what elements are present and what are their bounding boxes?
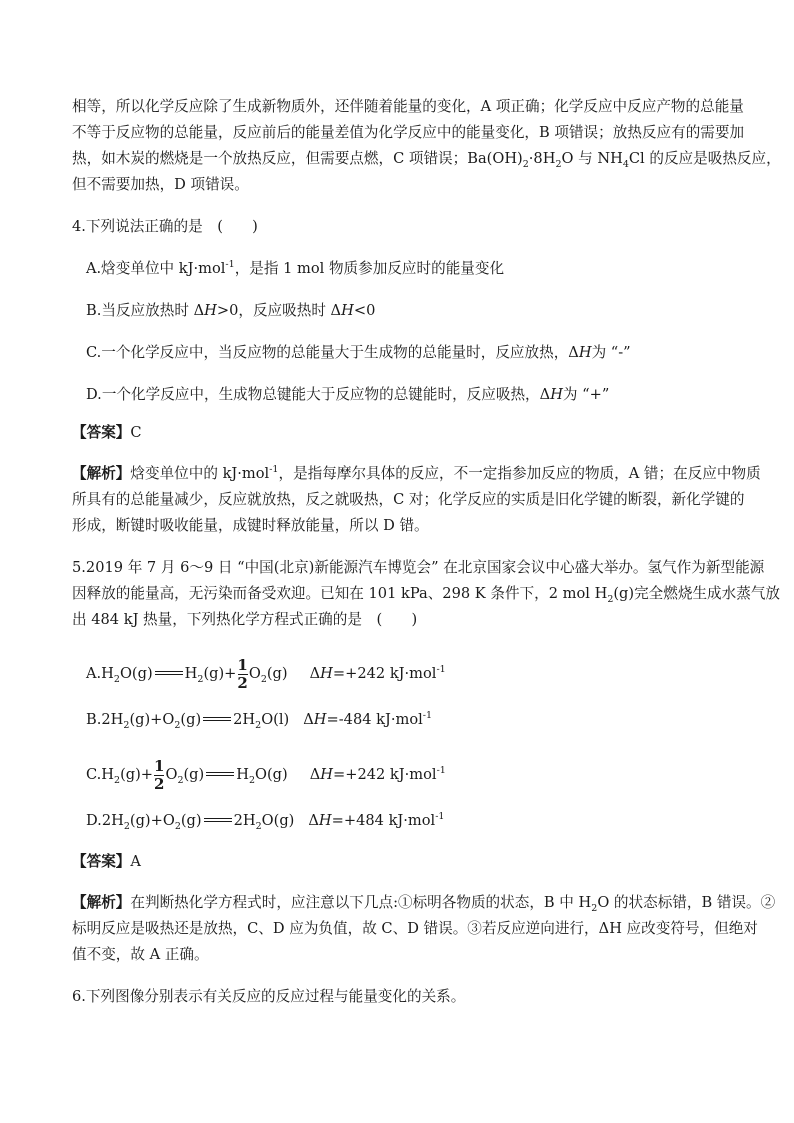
intro-line-3: 热，如木炭的燃烧是一个放热反应，但需要点燃，C 项错误；$Ba(OH)_2\cdot 8H_2O$ 与 $NH_4Cl$ 的反应是吸热反应，: [72, 150, 781, 170]
question-5-stem-line-1: 5.2019 年 7 月 6～9 日 “中国(北京)新能源汽车博览会” 在北京国家会议中心盛大举办。氢气作为新型能源: [72, 559, 765, 576]
fraction-one-half: $\frac{1}{2}$: [237, 655, 248, 692]
question-4-option-c: C.一个化学反应中，当反应物的总能量大于生成物的总能量时，反应放热，ΔH为 “-”: [86, 344, 631, 361]
question-5-option-a: $A.H_2O(g)$ $H_2(g)+$ $\frac{1}{2}$ $O_2(g)$ ΔH=+242 kJ·mol$^{-1}$: [86, 655, 446, 692]
question-4-stem: 4.下列说法正确的是 ( ): [72, 218, 258, 235]
question-5-answer: 【答案】A: [72, 853, 141, 870]
fraction-one-half: $\frac{1}{2}$: [154, 756, 165, 793]
equals-arrow-icon: [206, 772, 234, 778]
question-6-stem: 6.下列图像分别表示有关反应的反应过程与能量变化的关系。: [72, 988, 466, 1005]
question-5-stem-line-2: 因释放的能量高，无污染而备受欢迎。已知在 101 kPa、298 K 条件下，2 mol $H_2(g)$完全燃烧生成水蒸气放: [72, 585, 781, 605]
question-4-option-a: A.焓变单位中 kJ·mol$^{-1}$，是指 1 mol 物质参加反应时的能量变化: [86, 259, 505, 277]
question-5-stem-line-3: 出 484 kJ 热量，下列热化学方程式正确的是 ( ): [72, 611, 418, 628]
question-4-analysis-line-2: 所具有的总能量减少，反应就放热，反之就吸热，C 对；化学反应的实质是旧化学键的断裂，新化学键的: [72, 491, 745, 508]
equals-arrow-icon: [155, 671, 183, 677]
question-5-analysis-line-1: 【解析】在判断热化学方程式时，应注意以下几点:①标明各物质的状态，B 中 $H_2O$ 的状态标错，B 错误。②: [72, 894, 776, 914]
question-5-analysis-line-2: 标明反应是吸热还是放热，C、D 应为负值，故 C、D 错误。③若反应逆向进行，ΔH 应改变符号，但绝对: [72, 920, 758, 937]
question-5-option-c: $C.H_2(g)+$ $\frac{1}{2}$ $O_2(g)$ $H_2O(g)$ ΔH=+242 kJ·mol$^{-1}$: [86, 756, 446, 793]
equals-arrow-icon: [204, 818, 232, 824]
intro-line-1: 相等，所以化学反应除了生成新物质外，还伴随着能量的变化，A 项正确；化学反应中反应产物的总能量: [72, 98, 744, 115]
question-5-analysis-line-3: 值不变，故 A 正确。: [72, 946, 209, 963]
question-4-option-d: D.一个化学反应中，生成物总键能大于反应物的总键能时，反应吸热，ΔH为 “+”: [86, 386, 610, 403]
question-4-analysis-line-1: 【解析】焓变单位中的 kJ·mol$^{-1}$，是指每摩尔具体的反应，不一定指参加反应的物质，A 错；在反应中物质: [72, 464, 761, 482]
question-4-answer: 【答案】C: [72, 424, 142, 441]
intro-line-2: 不等于反应物的总能量，反应前后的能量差值为化学反应中的能量变化，B 项错误；放热反应有的需要加: [72, 124, 745, 141]
question-5-option-d: $D.2H_2(g)+O_2(g)$ $2H_2O(g)$ ΔH=+484 kJ·mol$^{-1}$: [86, 811, 445, 832]
equals-arrow-icon: [203, 717, 231, 723]
question-4-option-b: B.当反应放热时 ΔH>0，反应吸热时 ΔH<0: [86, 302, 376, 319]
intro-line-4: 但不需要加热，D 项错误。: [72, 176, 249, 193]
question-5-option-b: $B.2H_2(g)+O_2(g)$ $2H_2O(l)$ ΔH=-484 kJ·mol$^{-1}$: [86, 710, 433, 731]
question-4-analysis-line-3: 形成，断键时吸收能量，成键时释放能量，所以 D 错。: [72, 517, 429, 534]
